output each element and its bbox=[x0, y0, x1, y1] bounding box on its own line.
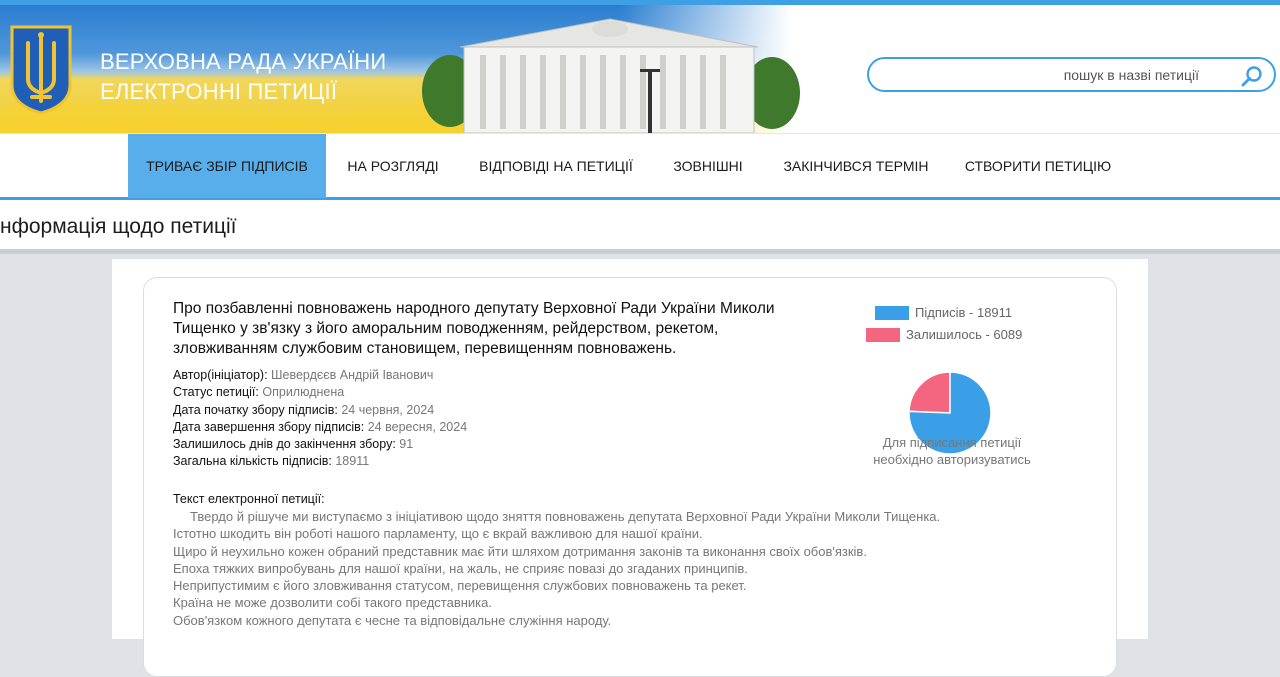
petition-text-line: Країна не може дозволити собі такого представника. bbox=[173, 595, 492, 611]
info-label: Загальна кількість підписів: bbox=[173, 454, 332, 469]
petition-text-label: Текст електронної петиції: bbox=[173, 492, 325, 506]
page-title: нформація щодо петиції bbox=[0, 215, 237, 238]
info-value: 18911 bbox=[335, 454, 370, 469]
page-title-bar bbox=[0, 200, 1280, 254]
info-label: Дата завершення збору підписів: bbox=[173, 419, 365, 434]
site-title-line1: ВЕРХОВНА РАДА УКРАЇНИ bbox=[100, 49, 387, 74]
nav-item-under-review[interactable]: НА РОЗГЛЯДІ bbox=[347, 158, 439, 174]
nav-item-create-petition[interactable]: СТВОРИТИ ПЕТИЦІЮ bbox=[964, 158, 1112, 174]
info-row-status bbox=[173, 384, 467, 401]
info-label: Залишилось днів до закінчення збору: bbox=[173, 437, 396, 452]
parliament-building-image bbox=[420, 11, 800, 133]
info-row-start-date bbox=[173, 402, 467, 419]
info-label: Автор(ініціатор): bbox=[173, 368, 268, 382]
auth-note-line1: Для підписання петиції bbox=[882, 435, 1022, 450]
nav-item-external[interactable]: ЗОВНІШНІ bbox=[673, 158, 743, 174]
nav-item-answers[interactable]: ВІДПОВІДІ НА ПЕТИЦІЇ bbox=[479, 158, 633, 174]
petition-text-line: Епоха тяжких випробувань для нашої країни, на жаль, не сприяє повазі до згаданих принципів. bbox=[173, 560, 748, 576]
info-label: Статус петиції: bbox=[173, 385, 259, 400]
search-input[interactable] bbox=[883, 63, 1223, 86]
info-row-total-signatures bbox=[173, 453, 467, 470]
info-value: Оприлюднена bbox=[262, 385, 345, 400]
petition-text bbox=[173, 508, 940, 629]
main-nav bbox=[0, 133, 1280, 200]
pie-slice-remaining bbox=[909, 372, 950, 413]
petition-card bbox=[143, 277, 1117, 677]
auth-note-line2: необхідно авторизуватись bbox=[873, 452, 1031, 467]
petition-text-line: Неприпустимим є його зловживання статусом, перевищення службових повноважень та рекет. bbox=[173, 578, 747, 594]
legend-label-signed: Підписів - 18911 bbox=[915, 305, 1013, 320]
info-value: Шевердєєв Андрій Іванович bbox=[271, 368, 434, 382]
auth-required-note bbox=[844, 434, 1060, 468]
petition-text-line: Твердо й рішуче ми виступаємо з ініціативою щодо зняття повноважень депутата Верховної Ради України Миколи Тищенка. bbox=[190, 509, 941, 524]
nav-item-collecting-signatures[interactable]: ТРИВАЄ ЗБІР ПІДПИСІВ bbox=[128, 134, 326, 198]
nav-item-expired[interactable]: ЗАКІНЧИВСЯ ТЕРМІН bbox=[783, 158, 929, 174]
petition-text-line: Щиро й неухильно кожен обраний представник має йти шляхом дотримання законів та виконання своїх обов'язків. bbox=[173, 543, 867, 559]
petition-text-line: Істотно шкодить він роботі нашого парламенту, що є вкрай важливою для нашої країни. bbox=[173, 526, 703, 542]
info-value: 91 bbox=[399, 437, 414, 452]
content-area bbox=[112, 259, 1148, 639]
info-row-author bbox=[173, 367, 467, 384]
petition-info bbox=[173, 367, 467, 471]
legend-swatch-remaining bbox=[866, 328, 900, 342]
site-title[interactable] bbox=[100, 47, 386, 107]
legend-swatch-signed bbox=[875, 306, 909, 320]
petition-text-line: Обов'язком кожного депутата є чесне та відповідальне служіння народу. bbox=[173, 612, 612, 628]
info-label: Дата початку збору підписів: bbox=[173, 402, 338, 417]
site-title-line2: ЕЛЕКТРОННІ ПЕТИЦІЇ bbox=[100, 79, 338, 104]
search-icon[interactable] bbox=[1240, 64, 1264, 88]
info-row-days-left bbox=[173, 436, 467, 453]
coat-of-arms-icon bbox=[8, 23, 74, 115]
search-box bbox=[867, 57, 1276, 92]
info-value: 24 червня, 2024 bbox=[341, 402, 435, 417]
legend-label-remaining: Залишилось - 6089 bbox=[906, 327, 1023, 342]
info-value: 24 вересня, 2024 bbox=[367, 419, 468, 434]
petition-title: Про позбавленні повноважень народного депутату Верховної Ради України Миколи Тищенко у зв'язку з його аморальним поводженням, рейдерством, рекетом, зловживанням службовим становищем, перевищенням повноважень. bbox=[173, 300, 775, 357]
site-header bbox=[0, 0, 1280, 133]
info-row-end-date bbox=[173, 419, 467, 436]
